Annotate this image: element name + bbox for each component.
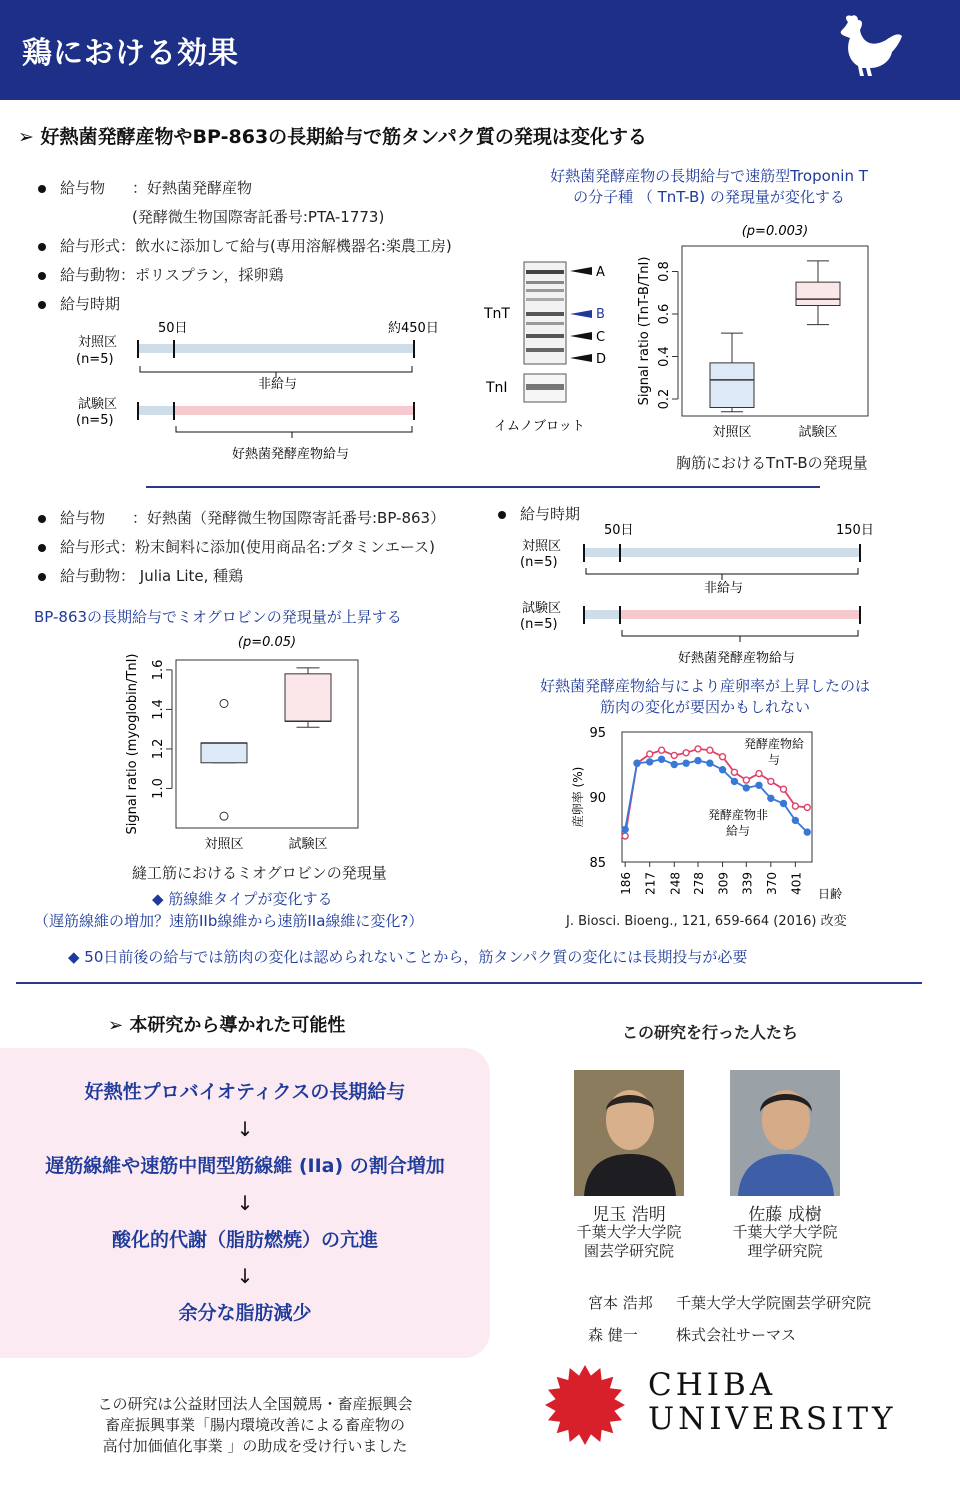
y-tick-label: 1.0 bbox=[151, 778, 166, 799]
y-axis-label: Signal ratio (myoglobin/TnI) bbox=[125, 653, 140, 835]
box bbox=[201, 743, 247, 763]
no-feed-label: 非給与 bbox=[704, 581, 744, 596]
data-point bbox=[731, 778, 737, 784]
no-feed-label: 非給与 bbox=[258, 377, 298, 392]
x-tick-label: 186 bbox=[619, 872, 634, 895]
band-c-label: C bbox=[596, 330, 606, 345]
x-tick-label: 339 bbox=[740, 872, 755, 895]
other-member-affiliation: 千葉大学大学院園芸学研究院 bbox=[676, 1294, 872, 1312]
people-title: この研究を行った人たち bbox=[622, 1023, 799, 1042]
bullet-item: 給与形式：飲水に添加して給与(専用溶解機器名:楽農工房) bbox=[38, 232, 518, 261]
section-divider bbox=[146, 486, 820, 488]
category-label: 対照区 bbox=[712, 425, 752, 440]
chicken-icon bbox=[832, 12, 904, 80]
y-tick-label: 90 bbox=[589, 791, 606, 806]
person-affiliation: 千葉大学大学院 理学研究院 bbox=[732, 1223, 838, 1260]
person-portrait-icon bbox=[574, 1070, 684, 1196]
y-tick-label: 0.4 bbox=[657, 346, 672, 367]
data-point bbox=[647, 759, 653, 765]
bullet-item: 給与時期 bbox=[38, 290, 518, 319]
outlier-point bbox=[220, 812, 228, 820]
y-tick-label: 1.4 bbox=[151, 699, 166, 720]
control-bar bbox=[584, 548, 860, 557]
x-tick-label: 217 bbox=[643, 872, 658, 895]
page-title: 鶏における効果 bbox=[22, 36, 239, 71]
treat-bar bbox=[620, 610, 860, 619]
bullet-note: (発酵微生物国際寄託番号:PTA-1773) bbox=[132, 208, 385, 226]
person-photo-kodama bbox=[574, 1070, 684, 1196]
data-point bbox=[768, 795, 774, 801]
data-point bbox=[695, 746, 701, 752]
flow-arrow-icon: ↓ bbox=[236, 1191, 254, 1215]
p-value-label: (p=0.003) bbox=[741, 224, 809, 239]
series-label: 与 bbox=[767, 753, 781, 767]
y-tick-label: 0.8 bbox=[657, 261, 672, 282]
x-tick-label: 278 bbox=[692, 872, 706, 895]
p-value-label: (p=0.05) bbox=[237, 635, 297, 650]
feed-label: 好熱菌発酵産物給与 bbox=[678, 651, 796, 666]
feed-label: 好熱菌発酵産物給与 bbox=[232, 447, 350, 462]
treat-n-label: (n=5) bbox=[76, 413, 114, 428]
blot-title: 好熱菌発酵産物の長期給与で速筋型Troponin T の分子種 （ TnT-B) の発現量が変化する bbox=[550, 167, 868, 206]
tnt-b-boxplot bbox=[630, 218, 900, 478]
flow-step-2: 遅筋線維や速筋中間型筋線維 (IIa) の割合増加 bbox=[45, 1155, 445, 1177]
data-point bbox=[781, 801, 787, 807]
egg-laying-line-chart bbox=[560, 720, 860, 905]
bullet-item: 給与形式：粉末飼料に添加(使用商品名:ブタミンエース) bbox=[38, 533, 498, 562]
data-point bbox=[707, 760, 713, 766]
myoglobin-boxplot bbox=[118, 628, 378, 860]
section3-title: ➢ 本研究から導かれた可能性 bbox=[108, 1015, 346, 1036]
y-tick-label: 1.6 bbox=[151, 659, 166, 681]
y-tick-label: 85 bbox=[589, 856, 606, 871]
timeline-start-label: 50日 bbox=[158, 321, 188, 336]
tnt-label: TnT bbox=[484, 306, 510, 322]
person-portrait-icon bbox=[730, 1070, 840, 1196]
category-label: 試験区 bbox=[288, 837, 328, 852]
data-point bbox=[659, 747, 665, 753]
person-name: 児玉 浩明 bbox=[592, 1205, 666, 1225]
data-point bbox=[720, 767, 726, 773]
treat-label: 試験区 bbox=[522, 601, 562, 616]
person-affiliation: 千葉大学大学院 園芸学研究院 bbox=[576, 1223, 682, 1260]
section1-title: ➢ 好熱菌発酵産物やBP-863の長期給与で筋タンパク質の発現は変化する bbox=[18, 126, 647, 148]
data-point bbox=[683, 760, 689, 766]
data-point bbox=[804, 829, 810, 835]
feeding-timeline-2 bbox=[516, 518, 896, 668]
treat-bar bbox=[174, 406, 414, 415]
blot-caption: イムノブロット bbox=[494, 419, 585, 434]
flow-step-4: 余分な脂肪減少 bbox=[178, 1302, 312, 1324]
chart1-caption: 胸筋におけるTnT-Bの発現量 bbox=[676, 454, 868, 472]
section1-bullets bbox=[38, 174, 518, 319]
timing-bullet: 給与時期 bbox=[498, 500, 580, 529]
fiber-note: ◆ 筋線維タイプが変化する bbox=[152, 890, 333, 908]
data-point bbox=[743, 785, 749, 791]
bullet-item: 給与動物： Julia Lite, 種鶏 bbox=[38, 562, 498, 591]
data-point bbox=[683, 750, 689, 756]
timeline-end-label: 約450日 bbox=[388, 321, 439, 336]
x-tick-label: 370 bbox=[764, 872, 779, 895]
summary-note: ◆ 50日前後の給与では筋肉の変化は認められないことから，筋タンパク質の変化には長期投与が必要 bbox=[68, 948, 748, 966]
data-point bbox=[707, 747, 713, 753]
bullet-item: 給与動物：ポリスプラン，採卵鶏 bbox=[38, 261, 518, 290]
data-point bbox=[792, 803, 798, 809]
person-photo-sato bbox=[730, 1070, 840, 1196]
data-point bbox=[781, 786, 787, 792]
data-point bbox=[634, 760, 640, 766]
myo-title: BP-863の長期給与でミオグロビンの発現量が上昇する bbox=[34, 608, 402, 626]
series-label: 発酵産物非 bbox=[707, 808, 769, 822]
category-label: 対照区 bbox=[204, 837, 244, 852]
data-point bbox=[743, 777, 749, 783]
data-point bbox=[768, 778, 774, 784]
data-point bbox=[756, 782, 762, 788]
tni-label: TnI bbox=[486, 380, 508, 396]
box bbox=[796, 282, 840, 305]
x-axis-label: 日齢 bbox=[818, 887, 843, 901]
feeding-timeline-1 bbox=[70, 316, 480, 466]
band-a-label: A bbox=[596, 265, 605, 280]
data-point bbox=[671, 762, 677, 768]
y-tick-label: 95 bbox=[589, 726, 606, 741]
flow-step-3: 酸化的代謝（脂肪燃焼）の亢進 bbox=[111, 1229, 378, 1251]
control-label: 対照区 bbox=[522, 539, 562, 554]
data-point bbox=[731, 769, 737, 775]
band-b-label: B bbox=[596, 307, 605, 322]
flow-arrow-icon: ↓ bbox=[236, 1117, 254, 1141]
box bbox=[285, 674, 331, 721]
series-label: 給与 bbox=[725, 824, 751, 838]
data-point bbox=[647, 751, 653, 757]
y-tick-label: 1.2 bbox=[151, 738, 166, 760]
control-n-label: (n=5) bbox=[520, 555, 558, 570]
data-point bbox=[622, 827, 628, 833]
section-divider bbox=[16, 982, 922, 984]
control-label: 対照区 bbox=[78, 335, 118, 350]
y-tick-label: 0.2 bbox=[657, 388, 672, 410]
data-point bbox=[671, 752, 677, 758]
bullet-item: 給与物 ：好熱菌発酵産物 bbox=[38, 174, 518, 203]
chiba-university-logo-icon bbox=[544, 1364, 626, 1446]
data-point bbox=[622, 833, 628, 839]
other-member-affiliation: 株式会社サーマス bbox=[676, 1326, 797, 1344]
treat-label: 試験区 bbox=[78, 397, 118, 412]
x-tick-label: 401 bbox=[789, 872, 804, 895]
data-point bbox=[659, 756, 665, 762]
timeline-start-label: 50日 bbox=[604, 523, 634, 538]
series-label: 発酵産物給 bbox=[743, 737, 805, 751]
person-name: 佐藤 成樹 bbox=[748, 1205, 822, 1225]
data-point bbox=[756, 771, 762, 777]
egg-reference: J. Biosci. Bioeng., 121, 659-664 (2016) 改変 bbox=[566, 914, 847, 929]
category-label: 試験区 bbox=[798, 425, 838, 440]
flow-step-1: 好熱性プロバイオティクスの長期給与 bbox=[84, 1081, 406, 1103]
y-tick-label: 0.6 bbox=[657, 303, 672, 325]
university-wordmark: CHIBA UNIVERSITY bbox=[648, 1367, 897, 1437]
section2-bullets bbox=[38, 504, 498, 591]
fiber-note-detail: （遅筋線維の増加？速筋IIb線維から速筋IIa線維に変化?） bbox=[34, 912, 424, 930]
bullet-item: 給与物 ：好熱菌（発酵微生物国際寄託番号:BP-863） bbox=[38, 504, 498, 533]
other-member-name: 宮本 浩邦 bbox=[588, 1294, 653, 1312]
arrow-icon: ➢ bbox=[108, 1015, 130, 1036]
box bbox=[710, 363, 754, 408]
outlier-point bbox=[220, 699, 228, 707]
treat-n-label: (n=5) bbox=[520, 617, 558, 632]
data-point bbox=[695, 758, 701, 764]
x-tick-label: 248 bbox=[668, 872, 683, 895]
y-axis-label: Signal ratio (TnT-B/TnI) bbox=[637, 256, 652, 406]
band-d-label: D bbox=[596, 352, 607, 367]
x-tick-label: 309 bbox=[716, 872, 731, 895]
other-member-name: 森 健一 bbox=[588, 1326, 638, 1344]
chart2-caption: 縫工筋におけるミオグロビンの発現量 bbox=[132, 864, 387, 882]
timeline-end-label: 150日 bbox=[836, 523, 874, 538]
data-point bbox=[720, 754, 726, 760]
flow-arrow-icon: ↓ bbox=[236, 1264, 254, 1288]
arrow-icon: ➢ bbox=[18, 126, 41, 148]
data-point bbox=[792, 817, 798, 823]
immunoblot-figure bbox=[480, 256, 620, 436]
funding-note: この研究は公益財団法人全国競馬・畜産振興会 畜産振興事業「腸内環境改善による畜産物の 高付加価値化事業 」の助成を受け行いました bbox=[97, 1395, 413, 1455]
egg-title: 好熱菌発酵産物給与により産卵率が上昇したのは 筋肉の変化が要因かもしれない bbox=[539, 677, 870, 716]
control-bar bbox=[138, 344, 414, 353]
control-n-label: (n=5) bbox=[76, 352, 114, 367]
y-axis-label: 産卵率 (%) bbox=[571, 766, 585, 828]
data-point bbox=[804, 804, 810, 810]
